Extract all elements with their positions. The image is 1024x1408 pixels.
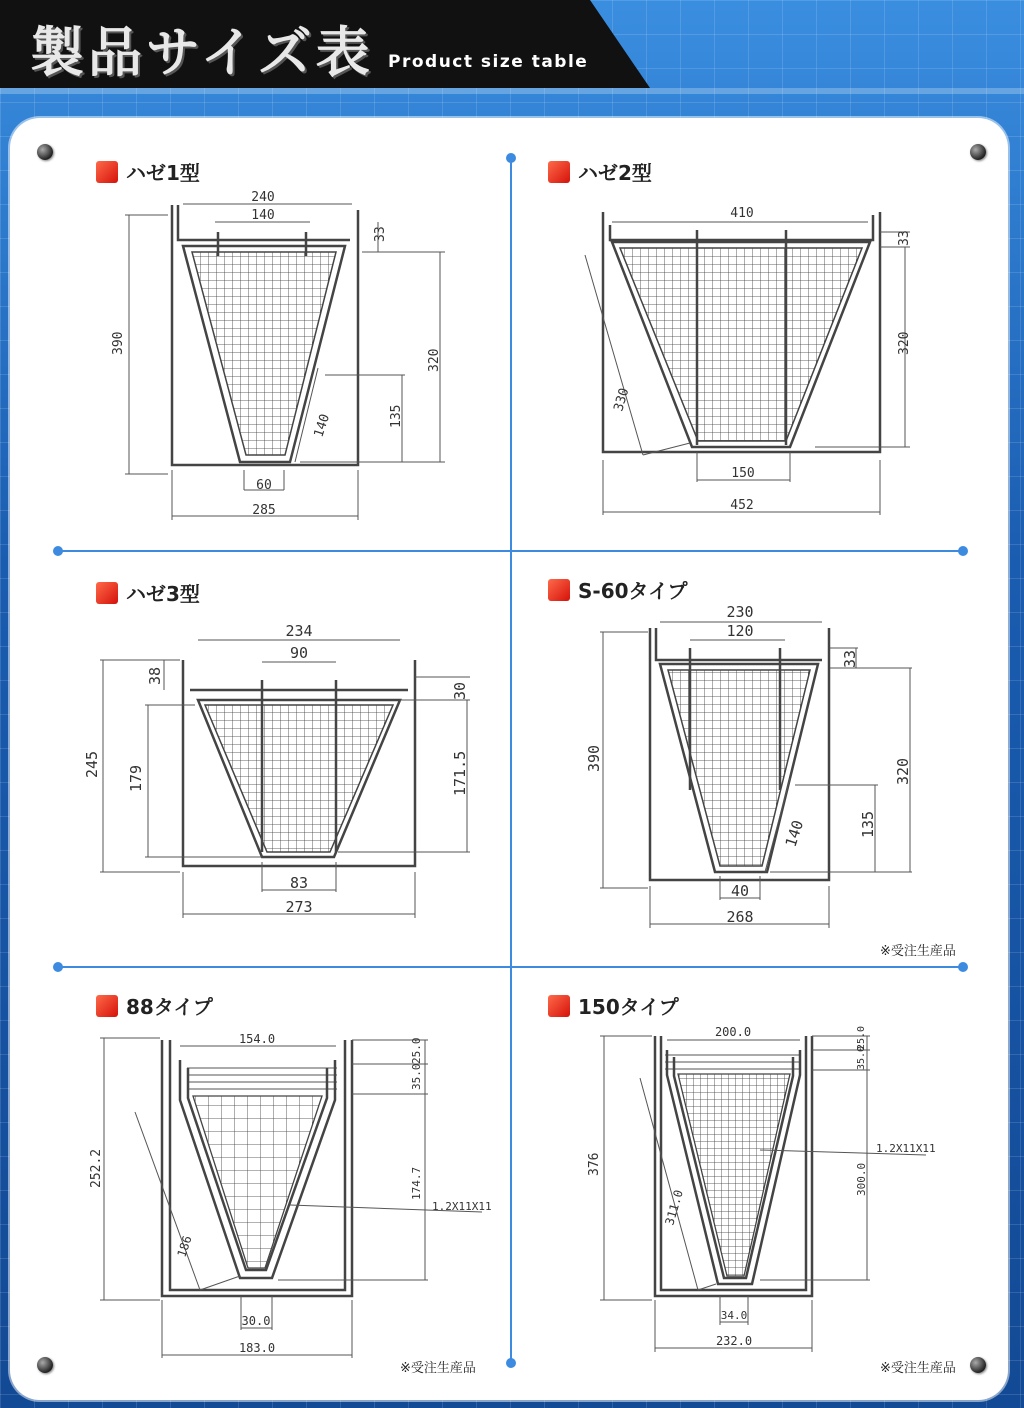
dim-label: 90 [289,644,309,662]
made-to-order-note: ※受注生産品 [880,944,956,959]
basket-diagram-2 [585,206,912,515]
panel-title: 150タイプ [578,995,679,1019]
basket-diagram-4 [585,603,912,928]
panel-title: S-60タイプ [578,579,688,603]
dim-label: 35.0 [410,1063,423,1090]
dim-label: 268 [726,908,754,926]
dim-label: 25.0 [856,1025,867,1050]
dim-label: 245 [83,750,101,778]
dim-label: 390 [111,331,126,355]
basket-diagram-3 [83,622,470,918]
dim-label: 1.2X11X11 [876,1142,936,1155]
dim-label: 183.0 [238,1341,276,1355]
dim-label: 452 [730,498,754,513]
dim-label: 186 [174,1233,195,1259]
dim-label: 140 [251,208,275,223]
dim-label: 1.2X11X11 [432,1200,492,1213]
dim-label: 33 [897,230,912,246]
dim-label: 30 [451,681,469,700]
dim-label: 285 [252,503,276,518]
panel-title: ハゼ1型 [126,161,200,185]
dim-label: 330 [611,386,633,414]
dim-label: 390 [585,744,603,772]
page-title: 製品サイズ表 [30,21,374,84]
dim-label: 40 [730,882,750,900]
dim-label: 30.0 [241,1314,271,1328]
made-to-order-note: ※受注生産品 [400,1361,476,1376]
dim-label: 83 [289,874,309,892]
dim-label: 230 [726,603,754,621]
dim-label: 252.2 [89,1148,104,1188]
basket-diagram-5 [89,1032,492,1358]
dim-label: 273 [285,898,313,916]
dim-label: 234 [285,622,313,640]
page-subtitle: Product size table [388,52,589,72]
dim-label: 376 [587,1152,602,1176]
dim-label: 33 [841,649,859,668]
panel-title: 88タイプ [126,995,213,1019]
dim-label: 240 [251,190,275,205]
dim-label: 140 [311,412,334,440]
dim-label: 311.0 [662,1188,686,1227]
dim-label: 25.0 [410,1037,423,1064]
dim-label: 150 [731,466,755,481]
made-to-order-note: ※受注生産品 [880,1361,956,1376]
dim-label: 300.0 [855,1162,868,1196]
basket-diagram-6 [587,1025,936,1352]
dim-label: 320 [897,331,912,355]
dim-label: 174.7 [410,1166,423,1200]
dim-label: 179 [127,764,145,792]
dim-label: 232.0 [715,1334,753,1348]
dim-label: 38 [146,666,164,685]
dim-label: 171.5 [451,750,469,796]
dim-label: 33 [373,226,388,242]
dim-label: 154.0 [238,1032,276,1046]
dim-label: 320 [894,757,912,785]
dim-label: 410 [730,206,754,221]
dim-label: 135 [859,810,877,838]
basket-diagram-1 [111,190,445,520]
dim-label: 140 [781,817,808,850]
dim-label: 200.0 [714,1025,752,1039]
panel-title: ハゼ2型 [578,161,652,185]
dim-label: 320 [427,348,442,372]
dim-label: 135 [389,404,404,428]
dim-label: 35.0 [856,1045,867,1070]
panel-title: ハゼ3型 [126,582,200,606]
dim-label: 120 [726,622,754,640]
dim-label: 34.0 [720,1309,748,1322]
dim-label: 60 [256,478,272,493]
